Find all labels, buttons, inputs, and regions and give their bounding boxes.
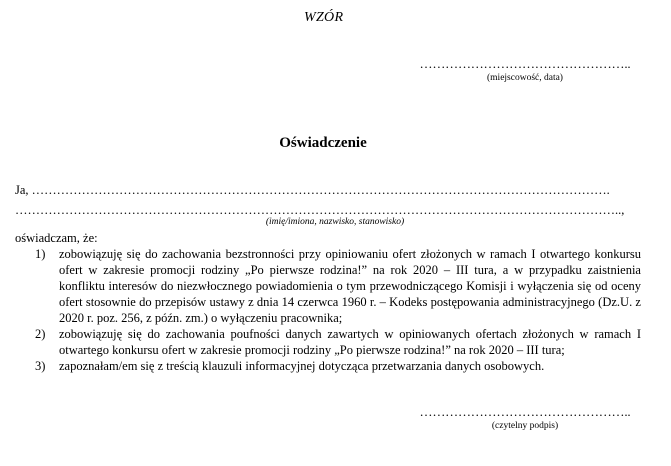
list-item (15, 246, 641, 326)
place-date-block (418, 56, 632, 83)
place-date-line: ………………………………………….. (419, 56, 631, 71)
place-date-caption: (miejscowość, data) (487, 73, 563, 83)
signature-caption: (czytelny podpis) (491, 421, 559, 431)
name-line: Ja, …………………………………………………………………………………………………………………………. (15, 183, 610, 197)
watermark-wzor: WZÓR (304, 10, 344, 25)
declaration-intro: oświadczam, że: (15, 231, 98, 245)
list-item-number: 2) (35, 327, 46, 341)
list-item (15, 326, 641, 358)
list-item-number: 1) (35, 247, 46, 261)
list-item-text: zobowiązuję się do zachowania poufności danych zawartych w opiniowanych ofertach złożonych w ramach I otwartego konkursu ofert w zakresie promocji rodziny „Po pierwsze rodzina!” na rok 2020 – III tura; (59, 327, 641, 357)
signature-line: ………………………………………….. (419, 404, 631, 419)
document-title: Oświadczenie (279, 135, 367, 151)
list-item-text: zapoznałam/em się z treścią klauzuli informacyjnej dotycząca przetwarzania danych osobowych. (59, 359, 545, 373)
name-caption: (imię/imiona, nazwisko, stanowisko) (265, 217, 405, 227)
list-item (15, 358, 641, 374)
list-item-number: 3) (35, 359, 46, 373)
declaration-list (15, 246, 641, 374)
name-line-continued: ……………………………………………………………………………………………………………………………….., (15, 203, 625, 217)
signature-block (418, 404, 632, 431)
list-item-text: zobowiązuję się do zachowania bezstronności przy opiniowaniu ofert złożonych w ramach I otwartego konkursu ofert w zakresie promocji rodziny „Po pierwsze rodzina!” na rok 2020 – III tura, a w przypadku zaistnienia konfliktu interesów do niezwłocznego powiadomienia o tym przewodniczącego Komisji i wyłączenia się od oceny ofert stosownie do przepisów ustawy z dnia 14 czerwca 1960 r. – Kodeks postępowania administracyjnego (Dz.U. z 2020 r. poz. 256, z późn. zm.) o wyłączeniu pracownika; (59, 247, 641, 325)
